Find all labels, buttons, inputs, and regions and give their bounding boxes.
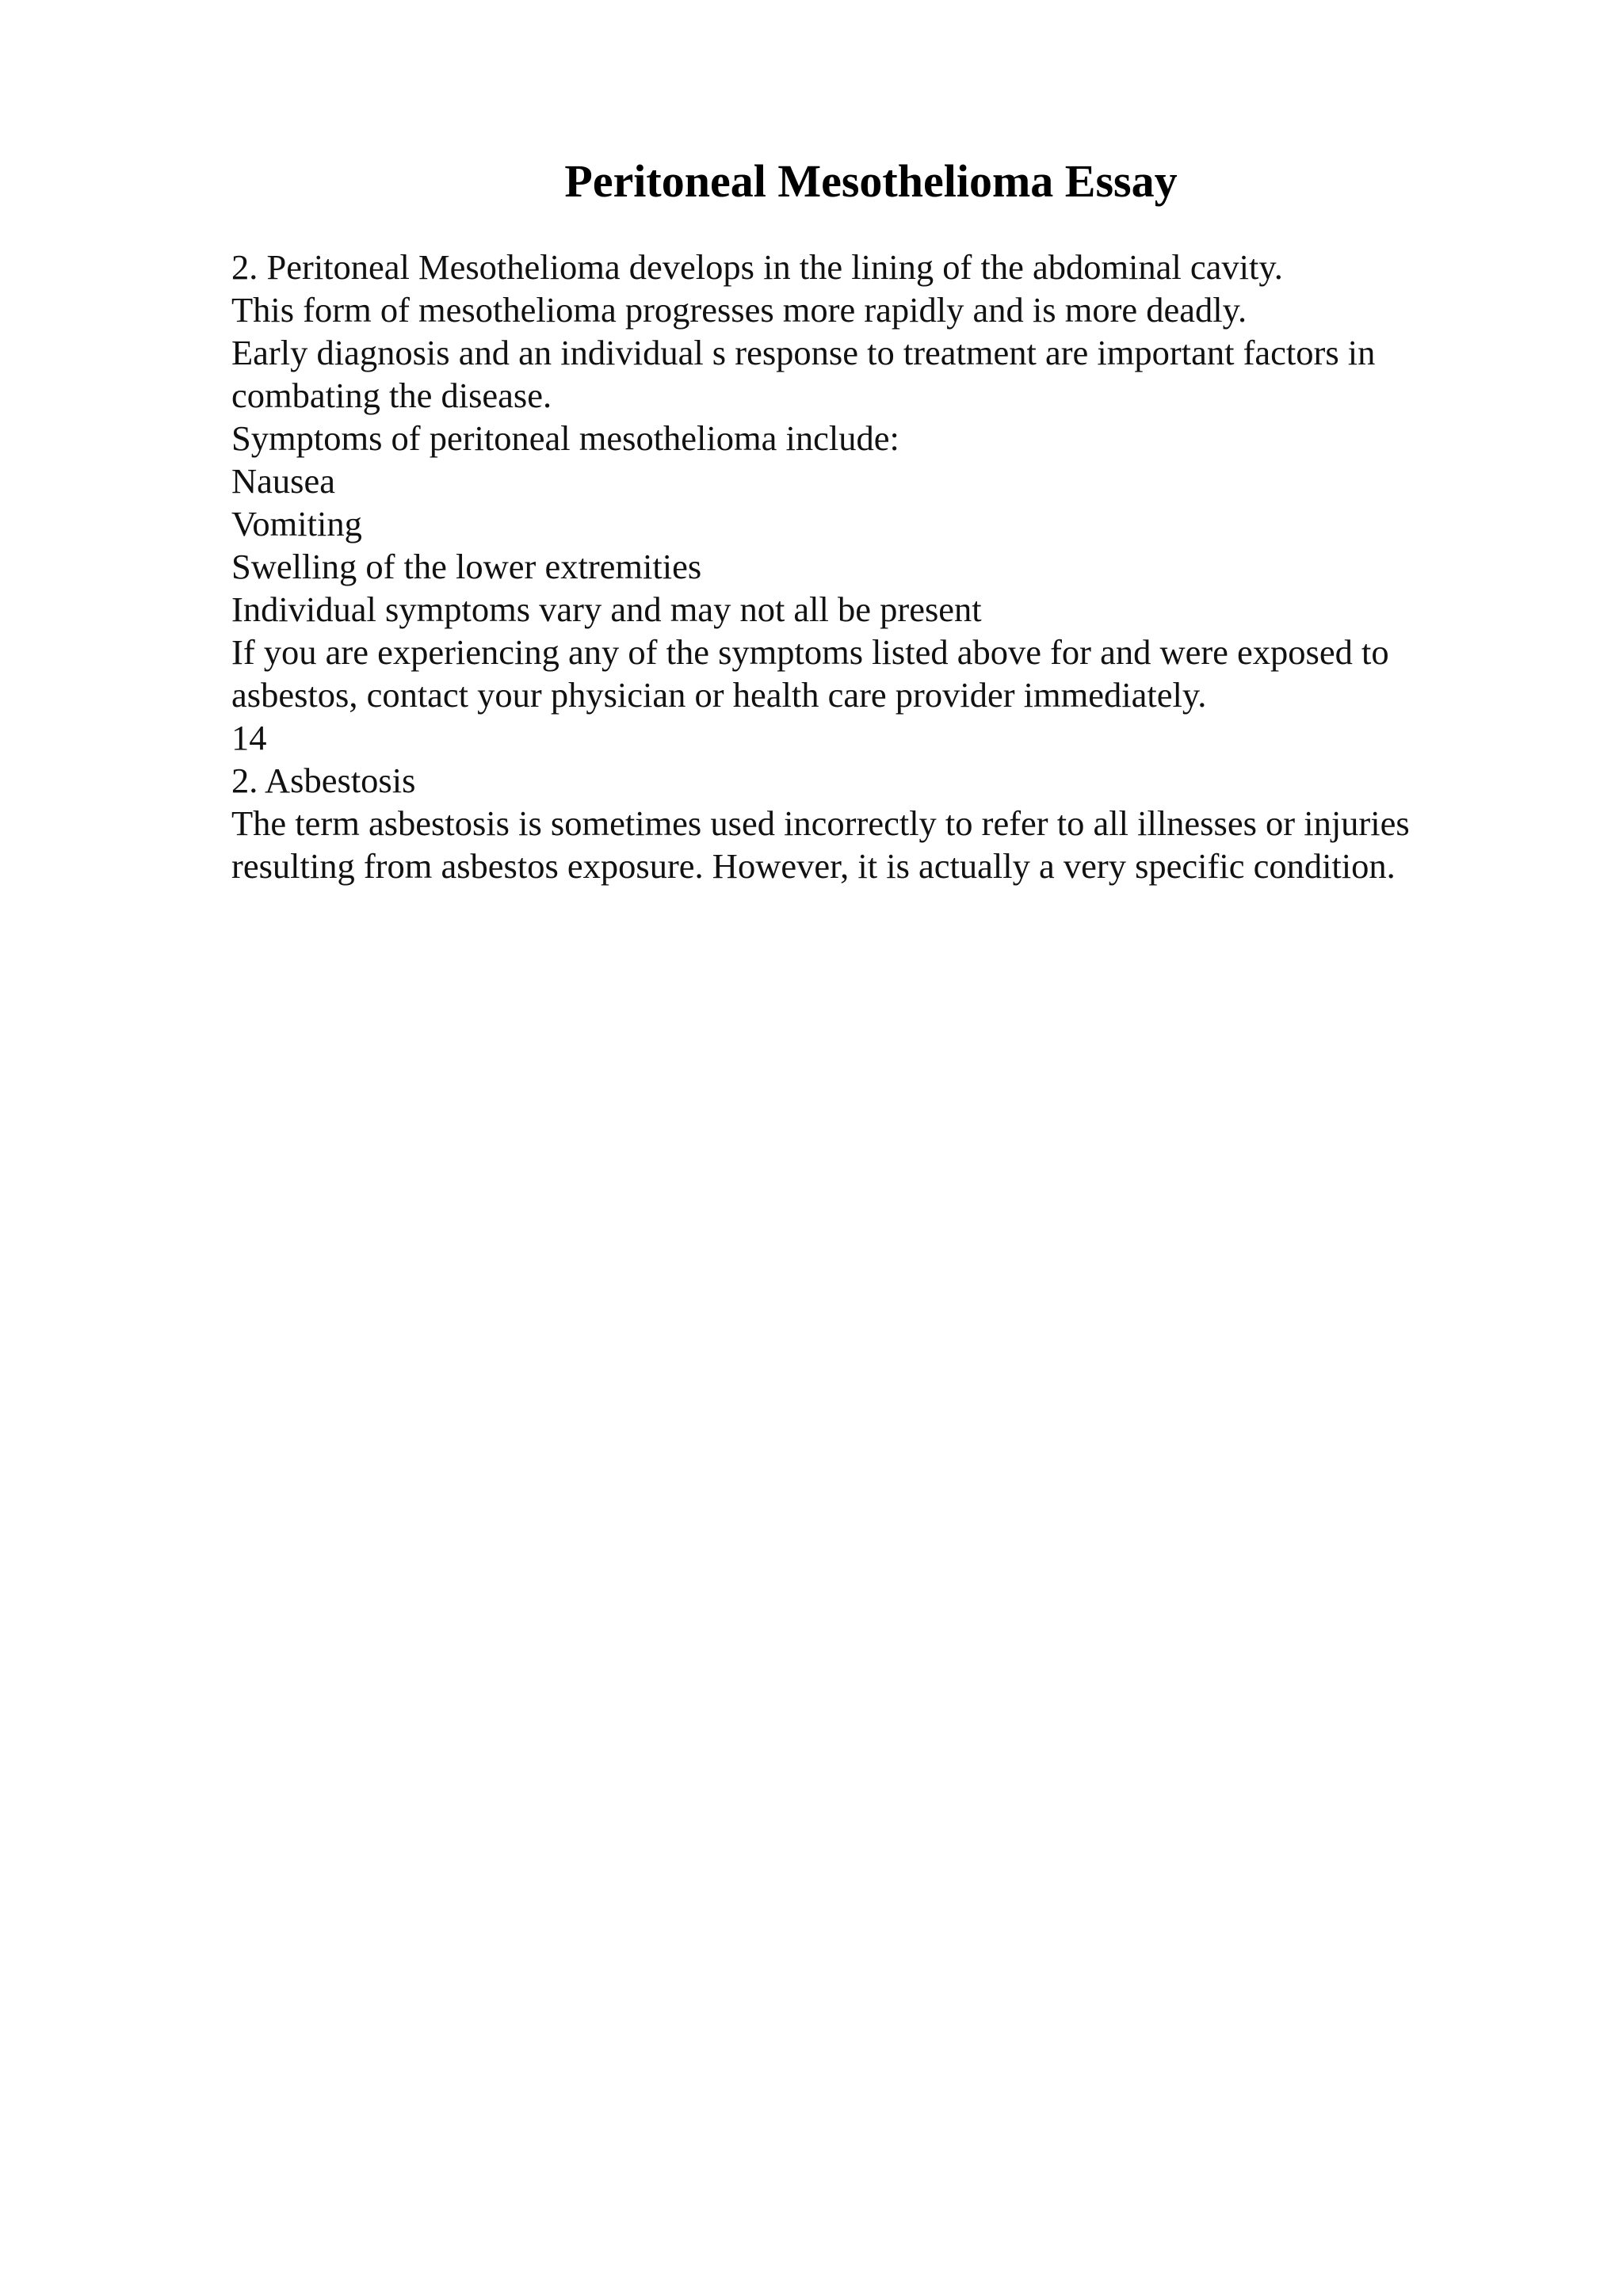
body-line: Early diagnosis and an individual s response to treatment are important factors in xyxy=(231,333,1376,372)
document-body xyxy=(231,246,1468,887)
body-line: 2. Peritoneal Mesothelioma develops in the lining of the abdominal cavity. xyxy=(231,247,1283,287)
body-line: resulting from asbestos exposure. However, it is actually a very specific condition. xyxy=(231,846,1396,886)
body-line: asbestos, contact your physician or health care provider immediately. xyxy=(231,675,1207,715)
body-line: Nausea xyxy=(231,461,335,501)
page-number: 14 xyxy=(231,718,267,757)
body-line: Swelling of the lower extremities xyxy=(231,547,702,586)
document-title: Peritoneal Mesothelioma Essay xyxy=(564,155,1178,207)
body-line: Vomiting xyxy=(231,504,362,543)
body-line: combating the disease. xyxy=(231,376,552,415)
section-heading: 2. Asbestosis xyxy=(231,761,416,800)
body-line: Individual symptoms vary and may not all be present xyxy=(231,589,982,629)
body-line: Symptoms of peritoneal mesothelioma include: xyxy=(231,418,899,458)
body-line: If you are experiencing any of the symptoms listed above for and were exposed to xyxy=(231,632,1389,672)
body-line: The term asbestosis is sometimes used incorrectly to refer to all illnesses or injuries xyxy=(231,803,1410,843)
body-line: This form of mesothelioma progresses more rapidly and is more deadly. xyxy=(231,290,1247,330)
